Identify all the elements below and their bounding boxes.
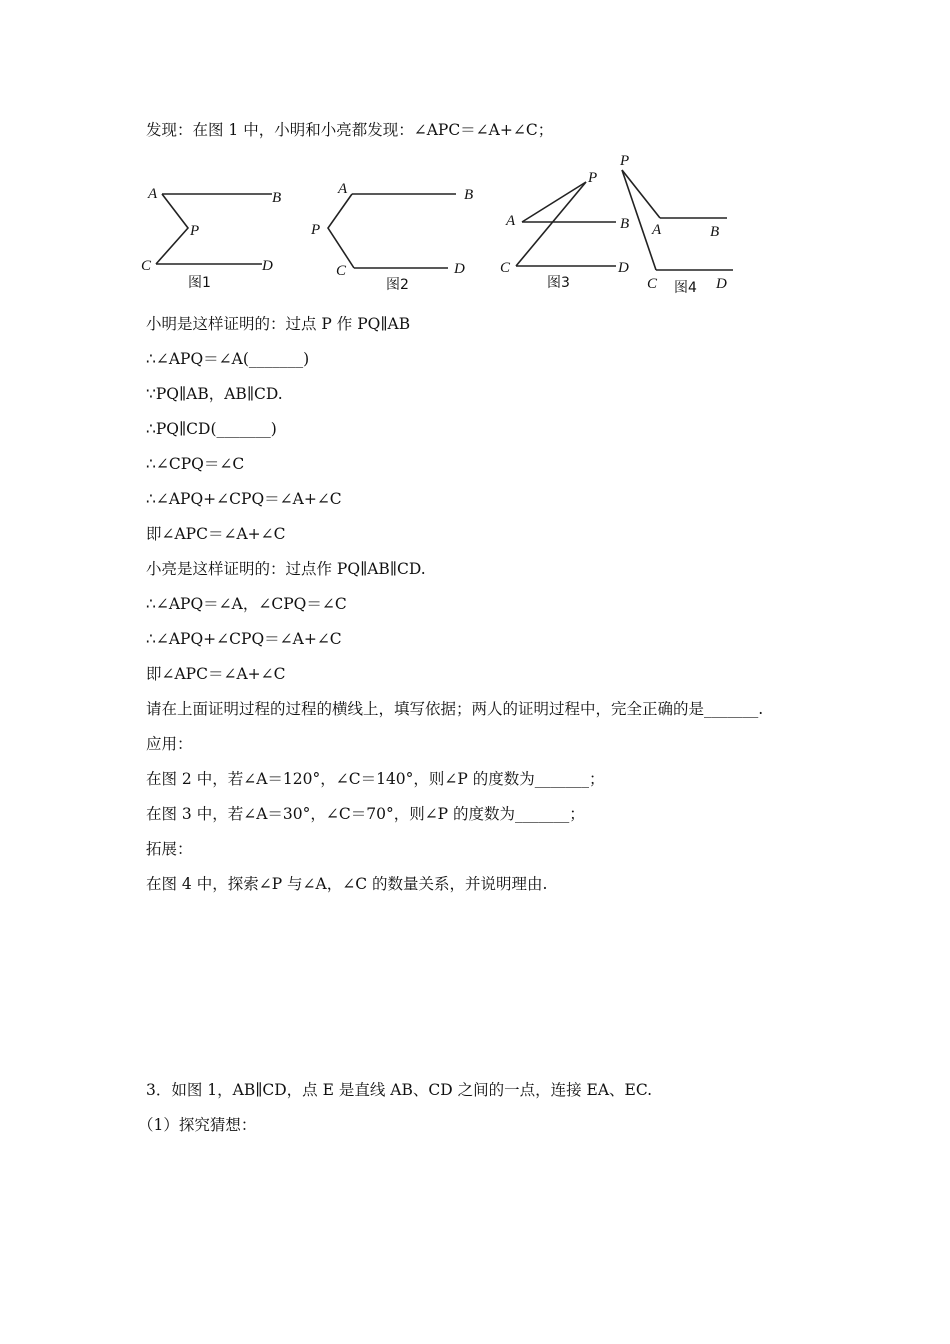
fig3-label-p: P [588,170,598,186]
fig1-label-b: B [272,190,282,206]
line-xiaoliang-intro: 小亮是这样证明的：过点作 PQ∥AB∥CD. [146,560,426,578]
line-problem-3: 3．如图 1，AB∥CD，点 E 是直线 AB、CD 之间的一点，连接 EA、EC. [146,1081,653,1099]
figure-1-diagram [138,178,288,293]
figure-4-diagram [612,150,742,300]
fig4-line-pc [622,170,656,270]
line-step-9: 即∠APC＝∠A+∠C [146,665,286,683]
line-step-6: 即∠APC＝∠A+∠C [146,525,286,543]
fig2-label-a: A [338,181,348,197]
line-step-4: ∴∠CPQ＝∠C [146,455,245,473]
fig2-label-c: C [336,263,347,279]
figure-2-diagram [306,176,486,296]
fig3-label-a: A [506,213,516,229]
fig1-label-c: C [141,258,152,274]
line-step-8: ∴∠APQ+∠CPQ＝∠A+∠C [146,630,342,648]
figure-1 [138,178,288,293]
line-step-2: ∵PQ∥AB，AB∥CD. [146,385,283,403]
line-extension: 在图 4 中，探索∠P 与∠A，∠C 的数量关系，并说明理由. [146,875,548,893]
line-step-1: ∴∠APQ＝∠A(_______) [146,350,310,368]
fig2-label-p: P [311,222,321,238]
fig1-label-d: D [262,258,273,274]
fig2-label-b: B [464,187,474,203]
line-application-2: 在图 3 中，若∠A＝30°，∠C＝70°，则∠P 的度数为_______； [146,805,585,823]
fig3-label-d: D [618,260,629,276]
line-step-5: ∴∠APQ+∠CPQ＝∠A+∠C [146,490,342,508]
fig2-line-apc [328,194,354,268]
fig4-label-d: D [716,276,727,292]
fig3-label-c: C [500,260,511,276]
fig4-label-c: C [647,276,658,292]
fig4-line-pa [622,170,660,218]
fig2-label-d: D [454,261,465,277]
fig4-label-a: A [652,222,662,238]
line-application-heading: 应用： [146,735,193,753]
fig4-label-p: P [620,153,630,169]
line-xiaoming-intro: 小明是这样证明的：过点 P 作 PQ∥AB [146,315,411,333]
fig1-label-p: P [190,223,200,239]
line-step-7: ∴∠APQ＝∠A，∠CPQ＝∠C [146,595,347,613]
fig3-caption: 图3 [547,275,570,291]
fig4-caption: 图4 [674,280,697,296]
fig2-caption: 图2 [386,277,409,293]
fig3-line-pc [516,182,586,266]
fig1-caption: 图1 [188,275,211,291]
figure-4 [612,150,742,300]
fig1-line-apc [156,194,188,264]
line-application-1: 在图 2 中，若∠A＝120°，∠C＝140°，则∠P 的度数为_______； [146,770,605,788]
line-question: 请在上面证明过程的过程的横线上，填写依据；两人的证明过程中，完全正确的是_______. [146,700,764,718]
fig4-label-b: B [710,224,720,240]
fig3-label-b: B [620,216,630,232]
line-step-3: ∴PQ∥CD(_______) [146,420,277,438]
line-problem-3-part-1: （1）探究猜想： [138,1116,257,1134]
line-extension-heading: 拓展： [146,840,193,858]
fig1-label-a: A [148,186,158,202]
line-discovery: 发现：在图 1 中，小明和小亮都发现：∠APC＝∠A+∠C； [146,121,554,139]
fig3-line-ap [522,182,586,222]
figure-2 [306,176,486,296]
